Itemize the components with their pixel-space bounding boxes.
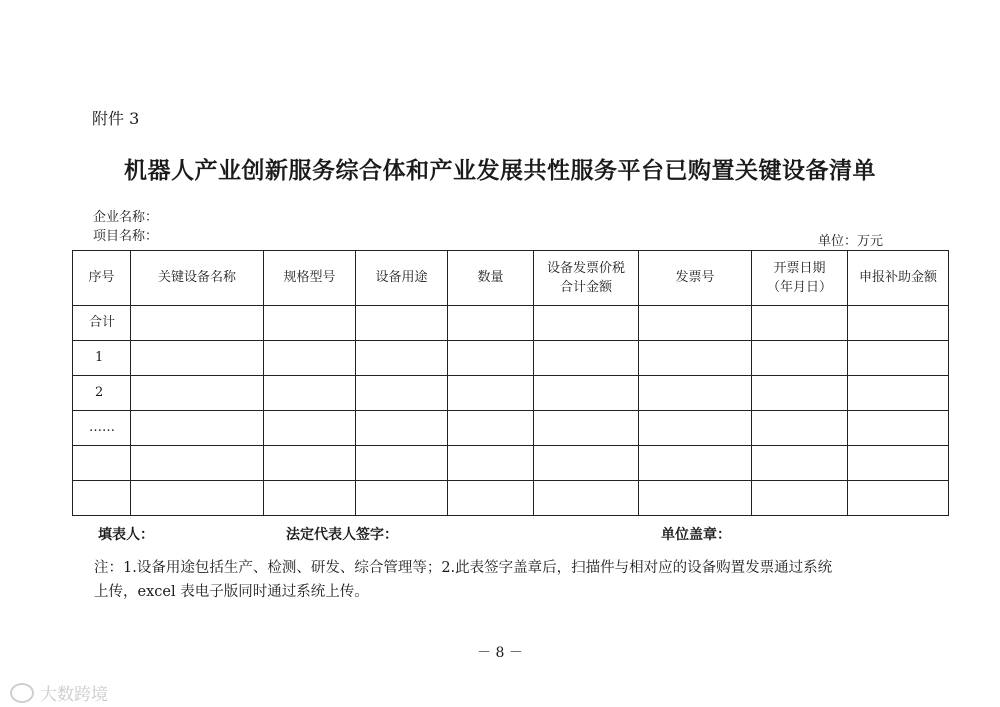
table-cell	[848, 306, 949, 341]
table-cell	[264, 481, 356, 516]
row-index-cell	[73, 446, 131, 481]
table-cell	[639, 481, 752, 516]
table-row	[73, 481, 949, 516]
table-cell	[448, 411, 534, 446]
watermark-logo-icon	[10, 683, 34, 703]
column-header	[356, 251, 448, 306]
table-cell	[264, 376, 356, 411]
column-header-line: 合计金额	[559, 280, 612, 295]
column-header-line: 关键设备名称	[157, 270, 236, 286]
table-cell	[639, 376, 752, 411]
table-cell	[752, 341, 848, 376]
column-header-line: （年月日）	[766, 280, 832, 295]
column-header	[848, 251, 949, 306]
table-cell	[264, 341, 356, 376]
table-row	[73, 411, 949, 446]
watermark-text: 大数跨境	[40, 685, 108, 705]
table-cell	[356, 446, 448, 481]
table-cell	[264, 446, 356, 481]
document-title: 机器人产业创新服务综合体和产业发展共性服务平台已购置关键设备清单	[124, 157, 876, 184]
column-header-line: 设备发票价税	[546, 260, 625, 276]
table-row	[73, 306, 949, 341]
column-header-line: 序号	[88, 270, 115, 286]
table-cell	[356, 411, 448, 446]
table-body	[73, 306, 949, 516]
column-header	[73, 251, 131, 306]
footnote	[94, 556, 944, 604]
footnote-line-2: 上传，excel 表电子版同时通过系统上传。	[94, 584, 369, 600]
table-cell	[356, 481, 448, 516]
table-cell	[356, 376, 448, 411]
table-cell	[534, 341, 639, 376]
table-cell	[848, 481, 949, 516]
table-header-row	[73, 251, 949, 306]
attachment-label: 附件 3	[92, 109, 140, 128]
table-cell	[131, 341, 264, 376]
table-cell	[752, 411, 848, 446]
table-cell	[448, 376, 534, 411]
column-header-line: 设备用途	[375, 270, 428, 286]
column-header	[264, 251, 356, 306]
table-cell	[448, 446, 534, 481]
table-cell	[356, 341, 448, 376]
table-cell	[534, 481, 639, 516]
table-cell	[534, 411, 639, 446]
row-index-cell: 合计	[73, 306, 131, 341]
table-row	[73, 446, 949, 481]
table-cell	[848, 446, 949, 481]
table-cell	[848, 341, 949, 376]
column-header	[131, 251, 264, 306]
table-cell	[752, 306, 848, 341]
footnote-line-1: 注：1.设备用途包括生产、检测、研发、综合管理等；2.此表签字盖章后，扫描件与相对应的设备购置发票通过系统	[94, 560, 833, 576]
table-row	[73, 376, 949, 411]
page-number: － 8 －	[477, 645, 523, 661]
table-cell	[131, 411, 264, 446]
column-header-line: 发票号	[675, 270, 715, 286]
table-cell	[131, 306, 264, 341]
column-header	[448, 251, 534, 306]
table-cell	[639, 446, 752, 481]
table-cell	[356, 306, 448, 341]
table-cell	[534, 376, 639, 411]
row-index-cell: 2	[73, 376, 131, 411]
unit-seal-label: 单位盖章：	[661, 527, 731, 543]
table-cell	[534, 446, 639, 481]
row-index-cell: ……	[73, 411, 131, 446]
table-cell	[448, 481, 534, 516]
equipment-table	[72, 250, 949, 516]
project-name-label: 项目名称：	[93, 229, 159, 244]
watermark	[10, 680, 108, 705]
filler-label: 填表人：	[98, 527, 154, 543]
column-header	[639, 251, 752, 306]
column-header-line: 开票日期	[773, 260, 826, 276]
table-cell	[848, 376, 949, 411]
table-cell	[848, 411, 949, 446]
table-cell	[448, 306, 534, 341]
table-cell	[131, 481, 264, 516]
column-header-line: 数量	[477, 270, 504, 286]
row-index-cell: 1	[73, 341, 131, 376]
table-row	[73, 341, 949, 376]
table-cell	[752, 481, 848, 516]
row-index-cell	[73, 481, 131, 516]
table-cell	[639, 306, 752, 341]
legal-rep-signature-label: 法定代表人签字：	[286, 527, 398, 543]
column-header-line: 规格型号	[283, 270, 336, 286]
table-cell	[752, 376, 848, 411]
table-cell	[752, 446, 848, 481]
table-cell	[131, 376, 264, 411]
table-cell	[639, 341, 752, 376]
table-cell	[264, 306, 356, 341]
column-header	[752, 251, 848, 306]
table-cell	[534, 306, 639, 341]
table-cell	[639, 411, 752, 446]
table-cell	[131, 446, 264, 481]
column-header	[534, 251, 639, 306]
table-cell	[264, 411, 356, 446]
unit-label: 单位：万元	[818, 234, 884, 249]
table-cell	[448, 341, 534, 376]
company-name-label: 企业名称：	[93, 210, 159, 225]
column-header-line: 申报补助金额	[858, 270, 937, 286]
